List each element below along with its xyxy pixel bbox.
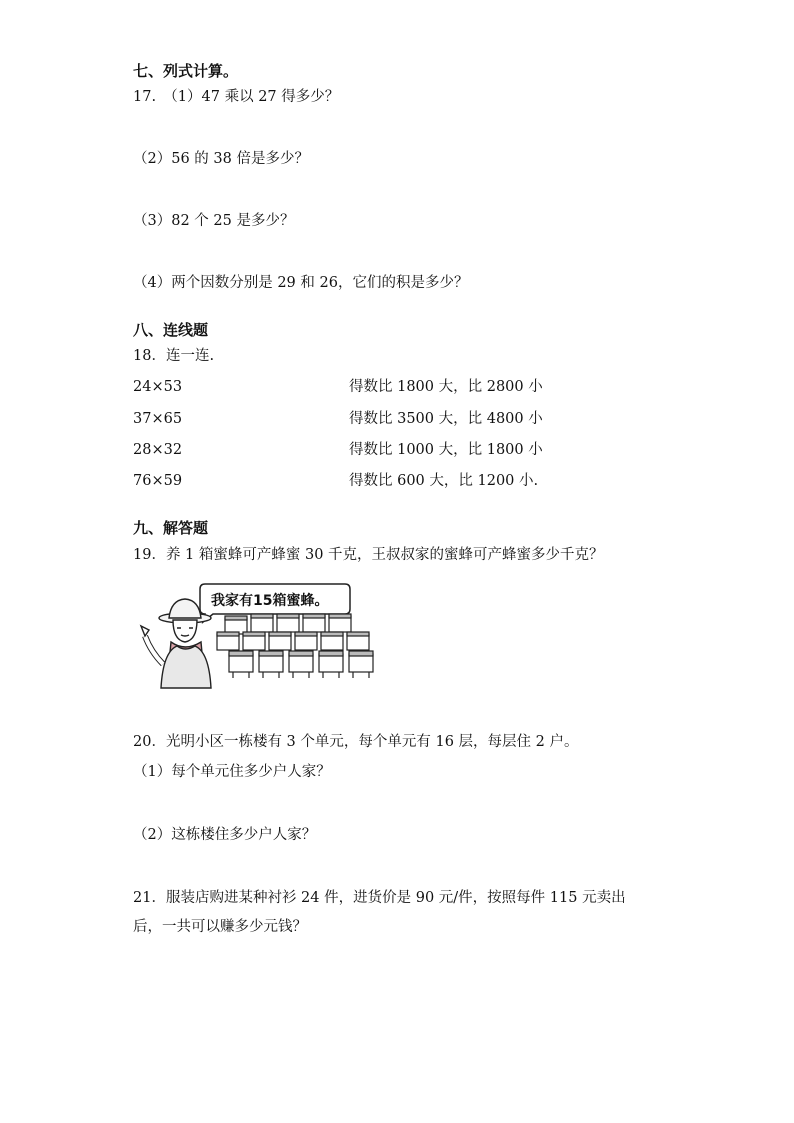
question-17-part-2: （2）56 的 38 倍是多少？ xyxy=(133,151,309,167)
beehives xyxy=(217,614,373,678)
question-17-part-3: （3）82 个 25 是多少？ xyxy=(133,213,295,229)
match-left-item: 37×65 xyxy=(133,411,183,427)
beekeeper-figure xyxy=(141,599,211,688)
question-20: 20．光明小区一栋楼有 3 个单元，每个单元有 16 层，每层住 2 户。 xyxy=(133,734,579,750)
question-21-line-2: 后，一共可以赚多少元钱？ xyxy=(133,919,307,935)
question-20-part-2: （2）这栋楼住多少户人家？ xyxy=(133,827,317,843)
speech-bubble xyxy=(200,584,350,622)
question-21-line-1: 21．服装店购进某种衬衫 24 件，进货价是 90 元/件，按照每件 115 元卖出 xyxy=(133,890,626,906)
match-left-item: 28×32 xyxy=(133,442,183,458)
beekeeper-illustration xyxy=(133,578,383,692)
section-9-title: 九、解答题 xyxy=(133,519,209,537)
question-17-part-4: （4）两个因数分别是 29 和 26，它们的积是多少？ xyxy=(133,275,469,291)
section-7-title: 七、列式计算。 xyxy=(133,62,239,80)
match-left-item: 76×59 xyxy=(133,473,183,489)
speech-bubble-text: 我家有15箱蜜蜂。 xyxy=(211,593,329,609)
question-18: 18．连一连. xyxy=(133,348,215,364)
match-right-item: 得数比 3500 大，比 4800 小 xyxy=(349,411,543,427)
section-8-title: 八、连线题 xyxy=(133,321,209,339)
match-right-item: 得数比 1000 大，比 1800 小 xyxy=(349,442,543,458)
match-left-item: 24×53 xyxy=(133,379,183,395)
question-19: 19．养 1 箱蜜蜂可产蜂蜜 30 千克，王叔叔家的蜜蜂可产蜂蜜多少千克？ xyxy=(133,547,604,563)
match-right-item: 得数比 1800 大，比 2800 小 xyxy=(349,379,543,395)
match-right-item: 得数比 600 大，比 1200 小. xyxy=(349,473,539,489)
question-20-part-1: （1）每个单元住多少户人家？ xyxy=(133,764,331,780)
question-17-part-1: 17. （1）47 乘以 27 得多少？ xyxy=(133,89,340,105)
